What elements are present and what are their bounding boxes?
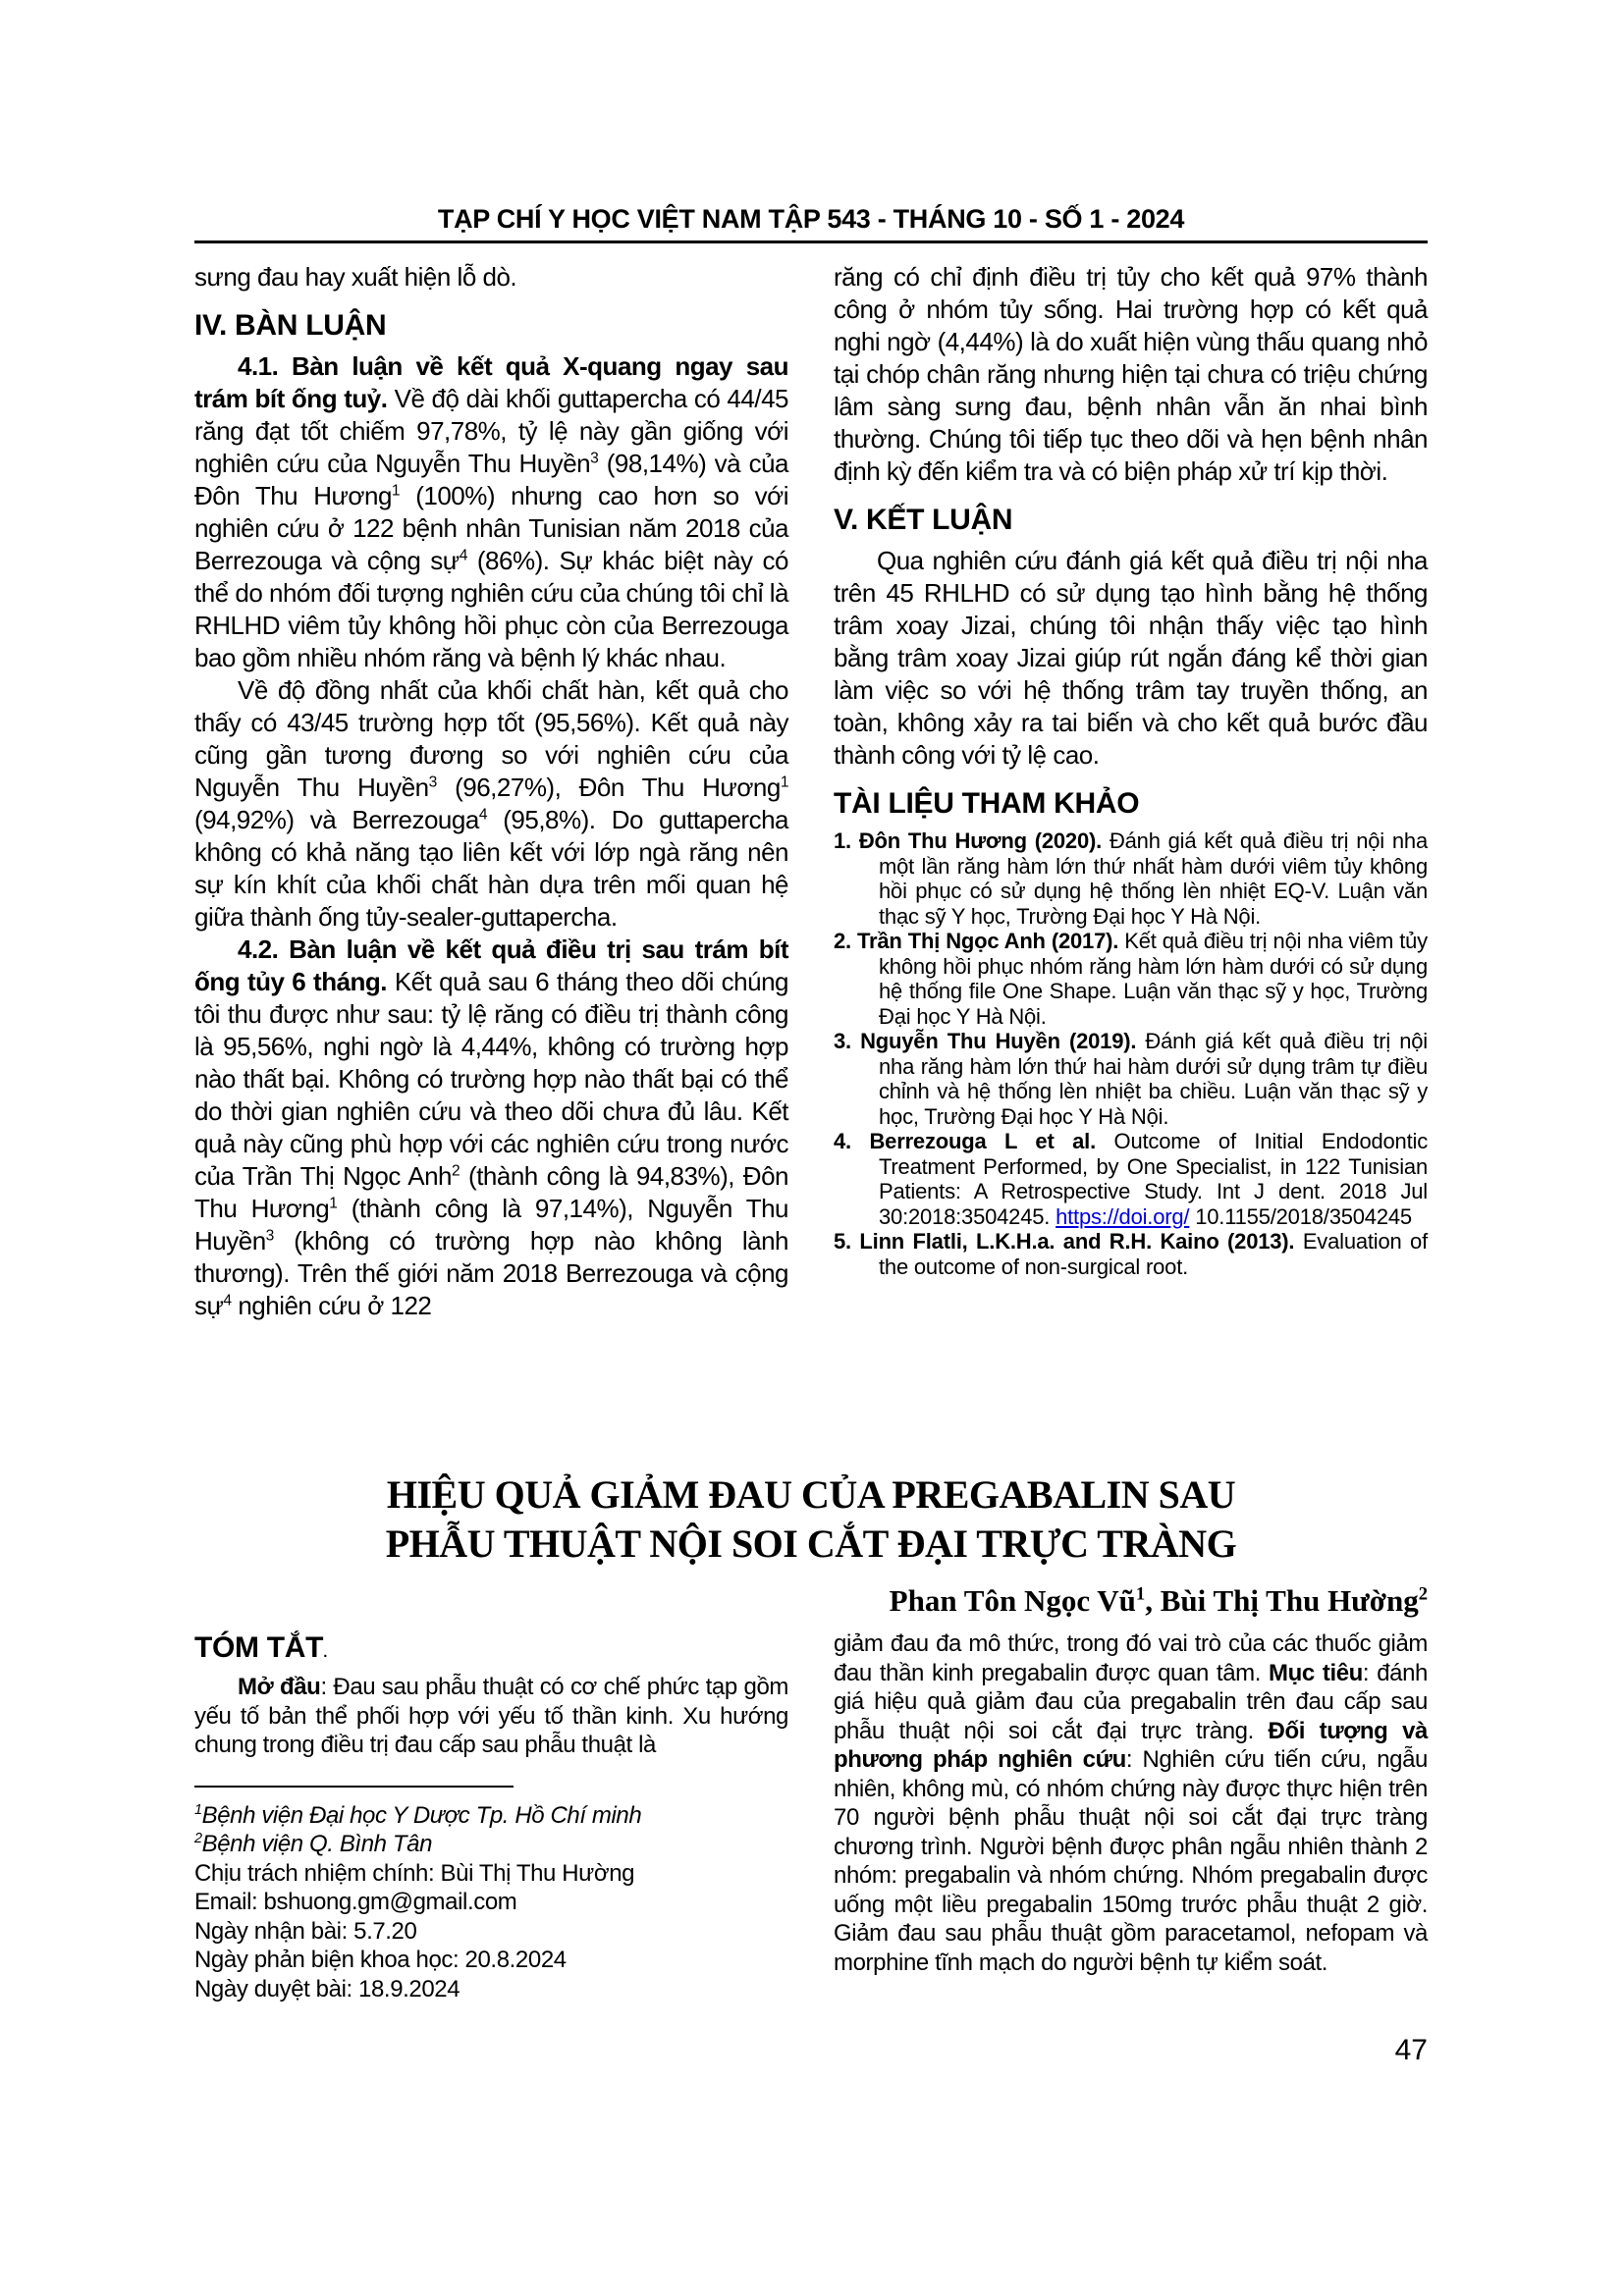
header-rule [194, 240, 1428, 243]
footnote-line: Ngày phản biện khoa học: 20.8.2024 [194, 1947, 567, 1973]
article2-title-line-2: PHẪU THUẬT NỘI SOI CẮT ĐẠI TRỰC TRÀNG [385, 1522, 1237, 1566]
article2-title [194, 1470, 1428, 1569]
article2-authors: Phan Tôn Ngọc $Vũ^1$, Bùi Thị Thu Hường$^2$ [889, 1583, 1428, 1618]
article1-columns [194, 261, 1428, 1322]
footnote-line: Ngày nhận bài: 5.7.20 [194, 1917, 417, 1945]
paragraph: Mở đầu: Đau sau phẫu thuật có cơ chế phức tạp gồm yếu tố bản thể phối hợp với yếu tố thần kinh. Xu hướng chung trong điều trị đau cấp sau phẫu thuật là [194, 1674, 789, 1758]
footnote-line: $^2$Bệnh viện Q. Bình Tân [194, 1831, 433, 1857]
article1-right-column [834, 261, 1428, 1279]
reference-item: 2. Trần Thị Ngọc Anh (2017). Kết quả điều trị nội nha viêm tủy không hồi phục nhóm răng hàm lớn hàm dưới có sử dụng hệ thống file One Shape. Luận văn thạc sỹ y học, Trường Đại học Y Hà Nội. [834, 929, 1428, 1029]
section-heading: V. KẾT LUẬN [834, 504, 1013, 536]
journal-header: TẠP CHÍ Y HỌC VIỆT NAM TẬP 543 - THÁNG 10 - SỐ 1 - 2024 [437, 204, 1185, 234]
doi-link[interactable]: https://doi.org/ [1056, 1203, 1190, 1229]
paragraph: Về độ đồng nhất của khối chất hàn, kết quả cho thấy có 43/45 trường hợp tốt (95,56%). Kết quả này cũng gần tương đương so với nghiên cứu của Nguyễn Thu Huyền$^3$ (96,27%), Đôn Thu Hương$^1$ (94,92%) và Berrezouga$^4$ (95,8%). Do guttapercha không có khả năng tạo liên kết với lớp ngà răng nên sự kín khít của khối chất hàn dựa trên mối quan hệ giữa thành ống tủy-sealer-guttapercha. [194, 675, 789, 932]
paragraph: giảm đau đa mô thức, trong đó vai trò của các thuốc giảm đau thần kinh pregabalin được quan tâm. Mục tiêu: đánh giá hiệu quả giảm đau của pregabalin trên đau cấp sau phẫu thuật nội soi cắt đại trực tràng. Đối tượng và phương pháp nghiên cứu: Nghiên cứu tiến cứu, ngẫu nhiên, không mù, có nhóm chứng này được thực hiện trên 70 người bệnh phẫu thuật nội soi cắt đại trực tràng chương trình. Người bệnh được phân ngẫu nhiên thành 2 nhóm: pregabalin và nhóm chứng. Nhóm pregabalin được uống một liều pregabalin 150mg trước phẫu thuật 2 giờ. Giảm đau sau phẫu thuật gồm paracetamol, nefopam và morphine tĩnh mạch do người bệnh tự kiểm soát. [834, 1630, 1428, 1976]
paragraph: Qua nghiên cứu đánh giá kết quả điều trị nội nha trên 45 RHLHD có sử dụng tạo hình bằng hệ thống trâm xoay Jizai, chúng tôi nhận thấy việc tạo hình bằng trâm xoay Jizai giúp rút ngắn đáng kể thời gian làm việc so với hệ thống trâm tay truyền thống, an toàn, không xảy ra tai biến và cho kết quả bước đầu thành công với tỷ lệ cao. [834, 546, 1428, 770]
article2-title-block [194, 1470, 1428, 1620]
footnote-line: Chịu trách nhiệm chính: Bùi Thị Thu Hường [194, 1859, 635, 1887]
page-number: 47 [1394, 2034, 1428, 2066]
reference-item: 4. Berrezouga L et al. Outcome of Initial Endodontic Treatment Performed, by One Specialist, in 122 Tunisian Patients: A Retrospective Study. Int J dent. 2018 Jul 30:2018:3504245. https://doi.org/ 10.1155/2018/3504245 [834, 1129, 1428, 1229]
paragraph: răng có chỉ định điều trị tủy cho kết quả 97% thành công ở nhóm tủy sống. Hai trường hợp có kết quả nghi ngờ (4,44%) là do xuất hiện vùng thấu quang nhỏ tại chóp chân răng nhưng hiện tại chưa có triệu chứng lâm sàng sưng đau, bệnh nhân vẫn ăn nhai bình thường. Chúng tôi tiếp tục theo dõi và hẹn bệnh nhân định kỳ đến kiểm tra và có biện pháp xử trí kịp thời. [834, 262, 1428, 486]
section-heading: TÀI LIỆU THAM KHẢO [834, 787, 1140, 820]
section-heading: TÓM TẮT. [194, 1631, 328, 1664]
reference-item: 5. Linn Flatli, L.K.H.a. and R.H. Kaino (2013). Evaluation of the outcome of non-surgical root. [834, 1229, 1428, 1279]
paragraph: sưng đau hay xuất hiện lỗ dò. [194, 262, 517, 292]
paragraph: 4.2. Bàn luận về kết quả điều trị sau trám bít ống tủy 6 tháng. Kết quả sau 6 tháng theo dõi chúng tôi thu được như sau: tỷ lệ răng có điều trị thành công là 95,56%, nghi ngờ là 4,44%, không có trường hợp nào thất bại. Không có trường hợp nào thất bại có thể do thời gian nghiên cứu và theo dõi chưa đủ lâu. Kết quả này cũng phù hợp với các nghiên cứu trong nước của Trần Thị Ngọc Anh$^2$ (thành công là 94,83%), Đôn Thu Hương$^1$ (thành công là 97,14%), Nguyễn Thu Huyền$^3$ (không có trường hợp nào không lành thương). Trên thế giới năm 2018 Berrezouga và cộng sự$^4$ nghiên cứu ở 122 [194, 934, 789, 1320]
section-heading: IV. BÀN LUẬN [194, 309, 387, 342]
footnote-line: $^1$Bệnh viện Đại học Y Dược Tp. Hồ Chí minh [194, 1801, 642, 1829]
footnote-line: Ngày duyệt bài: 18.9.2024 [194, 1975, 460, 2002]
paragraph: 4.1. Bàn luận về kết quả X-quang ngay sau trám bít ống tuỷ. Về độ dài khối guttapercha có 44/45 răng đạt tốt chiếm 97,78%, tỷ lệ này gần giống với nghiên cứu của Nguyễn Thu Huyền$^3$ (98,14%) và của Đôn Thu Hương$^1$ (100%) nhưng cao hơn so với nghiên cứu ở 122 bệnh nhân Tunisian năm 2018 của Berrezouga và cộng sự$^4$ (86%). Sự khác biệt này có thể do nhóm đối tượng nghiên cứu của chúng tôi chỉ là RHLHD viêm tủy không hồi phục còn của Berrezouga bao gồm nhiều nhóm răng và bệnh lý khác nhau. [194, 351, 788, 672]
reference-item: 3. Nguyễn Thu Huyền (2019). Đánh giá kết quả điều trị nội nha răng hàm lớn thứ hai hàm dưới sử dụng trâm tự điều chỉnh và hệ thống lèn nhiệt ba chiều. Luận văn thạc sỹ y học, Trường Đại học Y Hà Nội. [834, 1029, 1428, 1129]
footnote-rule [194, 1786, 514, 1788]
article2-title-line-1: HIỆU QUẢ GIẢM ĐAU CỦA PREGABALIN SAU [386, 1472, 1236, 1517]
article2-right-column [834, 1629, 1428, 1977]
article1-left-column [194, 261, 788, 1322]
footnote-line: Email: bshuong.gm@gmail.com [194, 1889, 517, 1915]
reference-item: 1. Đôn Thu Hương (2020). Đánh giá kết quả điều trị nội nha một lần răng hàm lớn thứ nhất hàm dưới viêm tủy không hồi phục có sử dụng hệ thống lèn nhiệt EQ-V. Luận văn thạc sỹ Y học, Trường Đại học Y Hà Nội. [834, 828, 1428, 929]
article2-left-column [194, 1629, 788, 2003]
article2-columns [194, 1629, 1428, 2003]
